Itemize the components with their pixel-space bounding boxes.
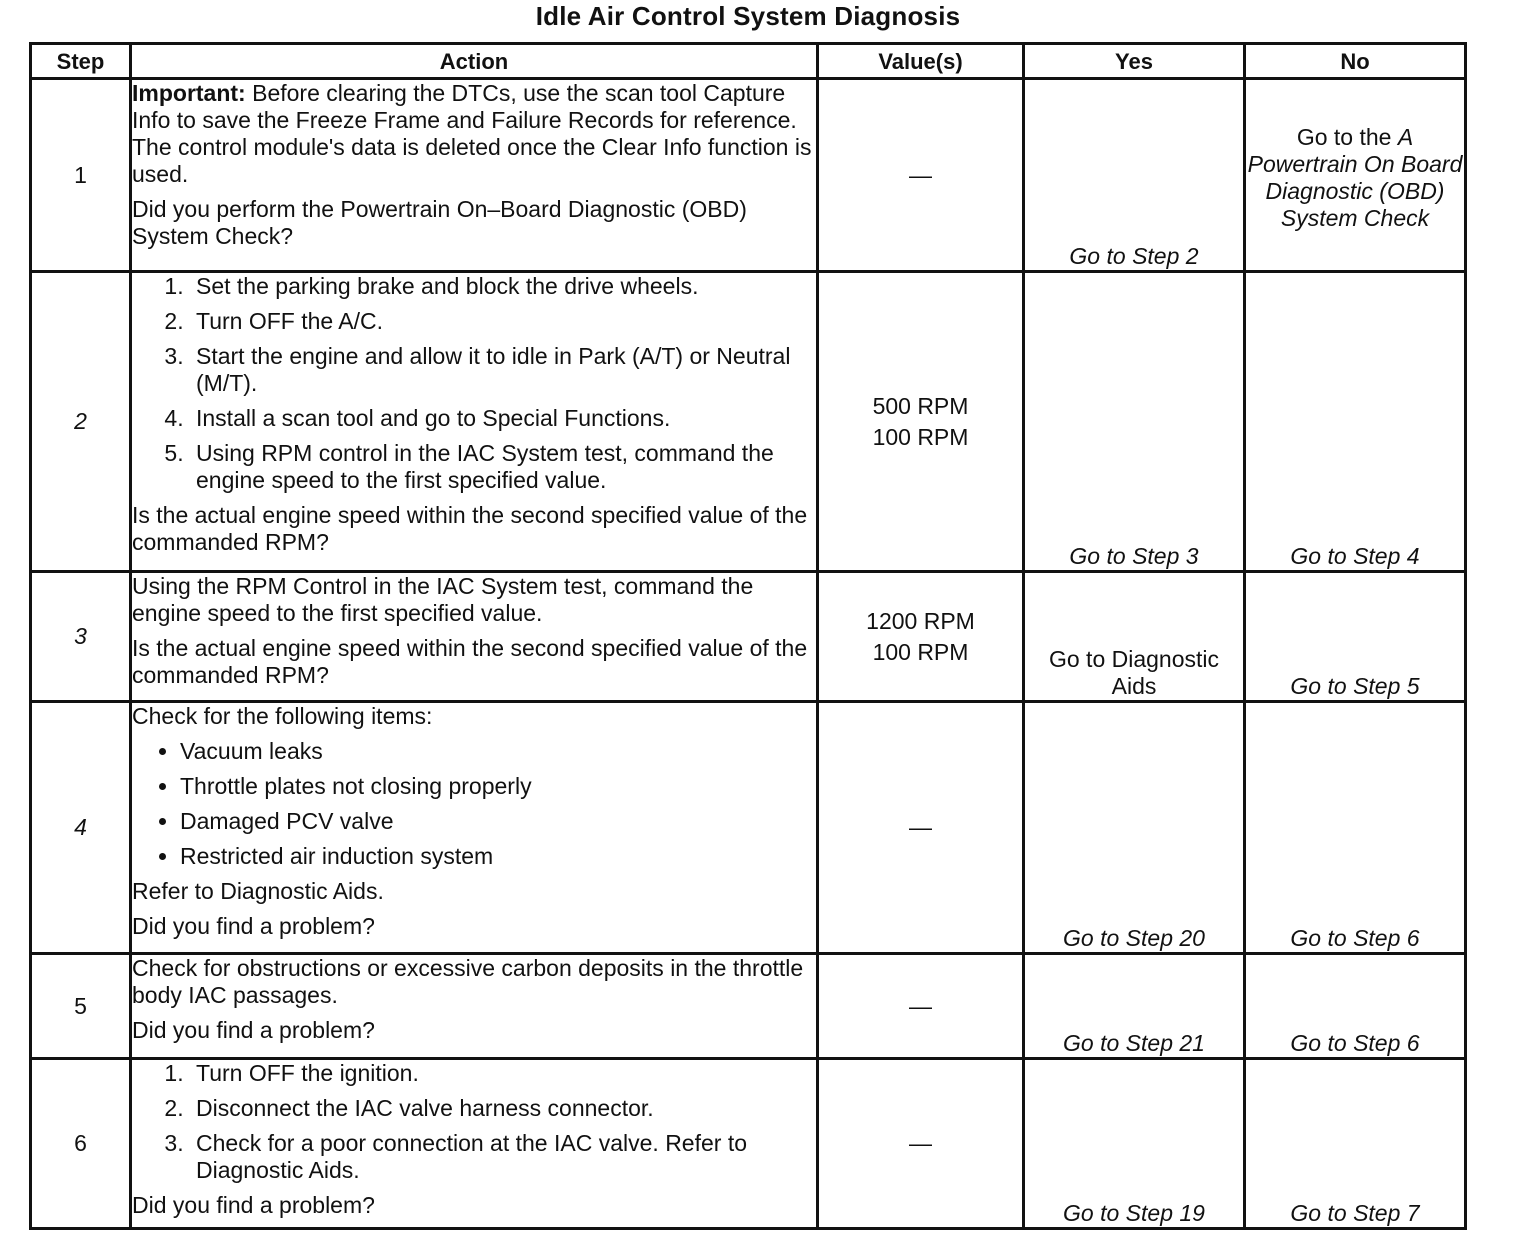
yes-cell <box>1024 272 1245 572</box>
yes-goto-link[interactable]: Go to Step 20 <box>1063 925 1205 951</box>
no-cell <box>1245 702 1466 954</box>
diagnosis-table <box>29 42 1467 1230</box>
important-note <box>132 80 816 188</box>
action-cell <box>131 272 818 572</box>
procedure-list <box>132 273 816 494</box>
procedure-step: 4. Install a scan tool and go to Special Functions. <box>190 405 816 432</box>
action-text: Check for the following items: <box>132 703 433 729</box>
refer-text: Refer to Diagnostic Aids. <box>132 878 384 904</box>
procedure-step: 3. Start the engine and allow it to idle in Park (A/T) or Neutral (M/T). <box>190 343 816 397</box>
action-cell <box>131 79 818 272</box>
action-question: Did you find a problem? <box>132 1017 375 1043</box>
header-action: Action <box>131 44 818 79</box>
action-text: Check for obstructions or excessive carbon deposits in the throttle body IAC passages. <box>132 955 804 1008</box>
table-row <box>31 272 1466 572</box>
procedure-step: 1. Turn OFF the ignition. <box>190 1060 816 1087</box>
no-value-dash: — <box>909 161 932 188</box>
yes-cell <box>1024 79 1245 272</box>
procedure-step: 2. Disconnect the IAC valve harness connector. <box>190 1095 816 1122</box>
check-item: • Restricted air induction system <box>180 843 816 870</box>
no-cell <box>1245 954 1466 1059</box>
step-number: 6 <box>31 1059 131 1229</box>
value-cell <box>818 272 1024 572</box>
no-goto-link[interactable]: A Powertrain On Board Diagnostic (OBD) System Check <box>1247 124 1463 231</box>
step-number: 4 <box>31 702 131 954</box>
no-goto-link[interactable]: Go to Step 7 <box>1290 1200 1420 1226</box>
action-question: Did you find a problem? <box>132 1192 375 1218</box>
table-row <box>31 572 1466 702</box>
yes-goto-link[interactable]: Go to Step 19 <box>1063 1200 1205 1226</box>
step-number: 3 <box>31 572 131 702</box>
header-yes: Yes <box>1024 44 1245 79</box>
procedure-step: 2. Turn OFF the A/C. <box>190 308 816 335</box>
action-text: Using the RPM Control in the IAC System test, command the engine speed to the first specified value. <box>132 573 754 626</box>
check-list <box>132 738 816 870</box>
yes-cell <box>1024 954 1245 1059</box>
yes-cell <box>1024 572 1245 702</box>
no-cell <box>1245 79 1466 272</box>
value-cell <box>818 954 1024 1059</box>
check-item: • Vacuum leaks <box>180 738 816 765</box>
value-cell <box>818 79 1024 272</box>
yes-goto-link[interactable]: Go to Step 21 <box>1063 1030 1205 1056</box>
no-goto-prefix: Go to the <box>1296 124 1398 150</box>
header-step: Step <box>31 44 131 79</box>
table-header-row <box>31 44 1466 79</box>
procedure-list <box>132 1060 816 1184</box>
action-question: Did you perform the Powertrain On–Board Diagnostic (OBD) System Check? <box>132 196 747 249</box>
no-cell <box>1245 272 1466 572</box>
yes-goto-link[interactable]: Go to Step 2 <box>1069 243 1199 269</box>
action-cell <box>131 954 818 1059</box>
important-label: Important: <box>132 80 246 106</box>
no-cell <box>1245 572 1466 702</box>
step-number: 5 <box>31 954 131 1059</box>
action-question: Is the actual engine speed within the second specified value of the commanded RPM? <box>132 502 808 555</box>
header-no: No <box>1245 44 1466 79</box>
action-question: Did you find a problem? <box>132 913 375 939</box>
no-cell <box>1245 1059 1466 1229</box>
yes-goto-link[interactable]: Go to Diagnostic Aids <box>1048 646 1220 699</box>
specified-value: 100 RPM <box>872 638 969 665</box>
action-cell <box>131 572 818 702</box>
check-item: • Damaged PCV valve <box>180 808 816 835</box>
action-cell <box>131 702 818 954</box>
procedure-step: 1. Set the parking brake and block the drive wheels. <box>190 273 816 300</box>
procedure-step: 3. Check for a poor connection at the IAC valve. Refer to Diagnostic Aids. <box>190 1130 816 1184</box>
yes-cell <box>1024 1059 1245 1229</box>
no-value-dash: — <box>909 992 932 1019</box>
value-cell <box>818 572 1024 702</box>
procedure-step: 5. Using RPM control in the IAC System test, command the engine speed to the first specified value. <box>190 440 816 494</box>
yes-cell <box>1024 702 1245 954</box>
table-row <box>31 79 1466 272</box>
yes-goto-link[interactable]: Go to Step 3 <box>1069 543 1199 569</box>
action-question: Is the actual engine speed within the second specified value of the commanded RPM? <box>132 635 808 688</box>
action-cell <box>131 1059 818 1229</box>
specified-value: 1200 RPM <box>866 607 975 634</box>
important-text: Before clearing the DTCs, use the scan tool Capture Info to save the Freeze Frame and Failure Records for reference. The control module's data is deleted once the Clear Info function is used. <box>132 80 812 187</box>
table-row <box>31 1059 1466 1229</box>
value-cell <box>818 702 1024 954</box>
step-number: 1 <box>31 79 131 272</box>
no-goto-link[interactable]: Go to Step 6 <box>1290 925 1420 951</box>
step-number: 2 <box>31 272 131 572</box>
specified-value: 500 RPM <box>872 392 969 419</box>
check-item: • Throttle plates not closing properly <box>180 773 816 800</box>
no-goto-link[interactable]: Go to Step 6 <box>1290 1030 1420 1056</box>
table-row <box>31 954 1466 1059</box>
no-goto-link[interactable]: Go to Step 4 <box>1290 543 1420 569</box>
no-goto-link[interactable]: Go to Step 5 <box>1290 673 1420 699</box>
header-values: Value(s) <box>818 44 1024 79</box>
no-value-dash: — <box>909 1130 932 1156</box>
specified-value: 100 RPM <box>872 423 969 450</box>
table-row <box>31 702 1466 954</box>
page-title: Idle Air Control System Diagnosis <box>535 1 961 31</box>
no-value-dash: — <box>909 814 932 840</box>
value-cell <box>818 1059 1024 1229</box>
